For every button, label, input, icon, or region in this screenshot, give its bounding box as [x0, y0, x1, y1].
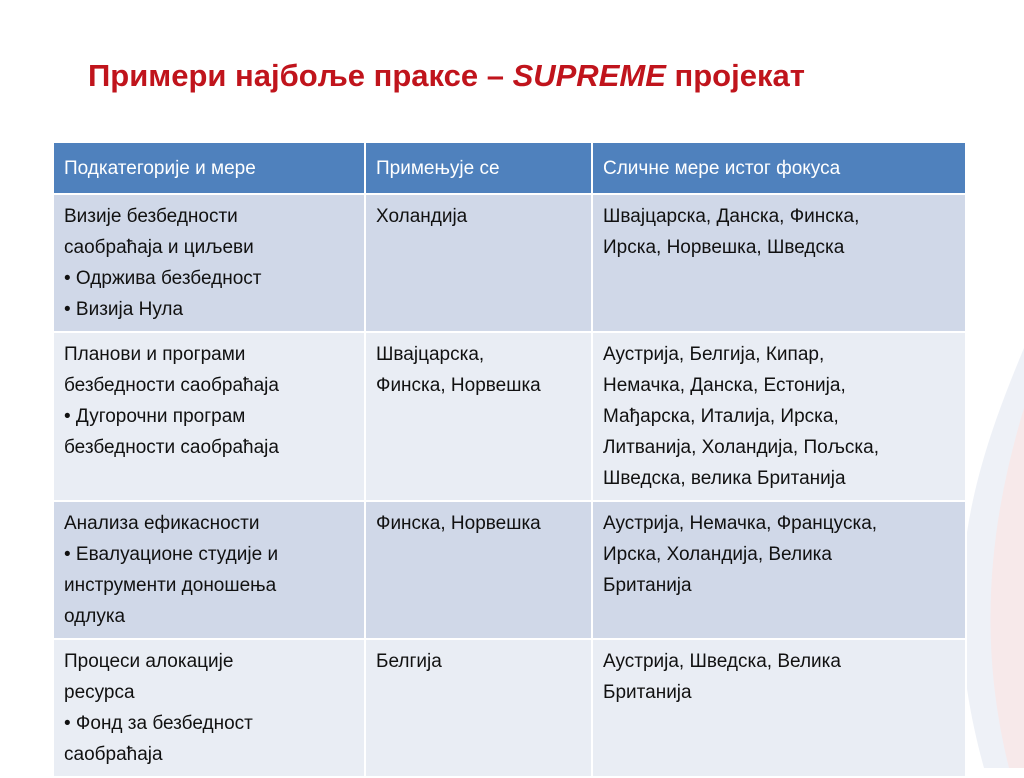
title-project-name: SUPREME	[512, 58, 666, 93]
cell-applied: Холандија	[365, 194, 592, 332]
table-row	[53, 639, 966, 777]
table-row	[53, 332, 966, 501]
cell-similar: Аустрија, Шведска, Велика Британија	[592, 639, 966, 777]
header-subcategories: Подкатегорије и мере	[53, 142, 365, 194]
cell-similar: Аустрија, Немачка, Француска, Ирска, Холандија, Велика Британија	[592, 501, 966, 639]
cell-category: Визије безбедности саобраћаја и циљеви • Одржива безбедност • Визија Нула	[53, 194, 365, 332]
slide-title: Примери најбоље праксе – SUPREME пројекат	[88, 58, 805, 93]
table-row	[53, 501, 966, 639]
best-practice-table	[52, 141, 967, 778]
header-applied: Примењује се	[365, 142, 592, 194]
cell-applied: Белгија	[365, 639, 592, 777]
cell-category: Процеси алокације ресурса • Фонд за безбедност саобраћаја	[53, 639, 365, 777]
cell-similar: Швајцарска, Данска, Финска, Ирска, Норвешка, Шведска	[592, 194, 966, 332]
header-similar-measures: Сличне мере истог фокуса	[592, 142, 966, 194]
cell-category: Планови и програми безбедности саобраћаја • Дугорочни програм безбедности саобраћаја	[53, 332, 365, 501]
cell-category: Анализа ефикасности • Евалуационе студије и инструменти доношења одлука	[53, 501, 365, 639]
cell-applied: Финска, Норвешка	[365, 501, 592, 639]
table-row	[53, 194, 966, 332]
cell-similar: Аустрија, Белгија, Кипар, Немачка, Данска, Естонија, Мађарска, Италија, Ирска, Литванија, Холандија, Пољска, Шведска, велика Британија	[592, 332, 966, 501]
cell-applied: Швајцарска, Финска, Норвешка	[365, 332, 592, 501]
table-header-row	[53, 142, 966, 194]
